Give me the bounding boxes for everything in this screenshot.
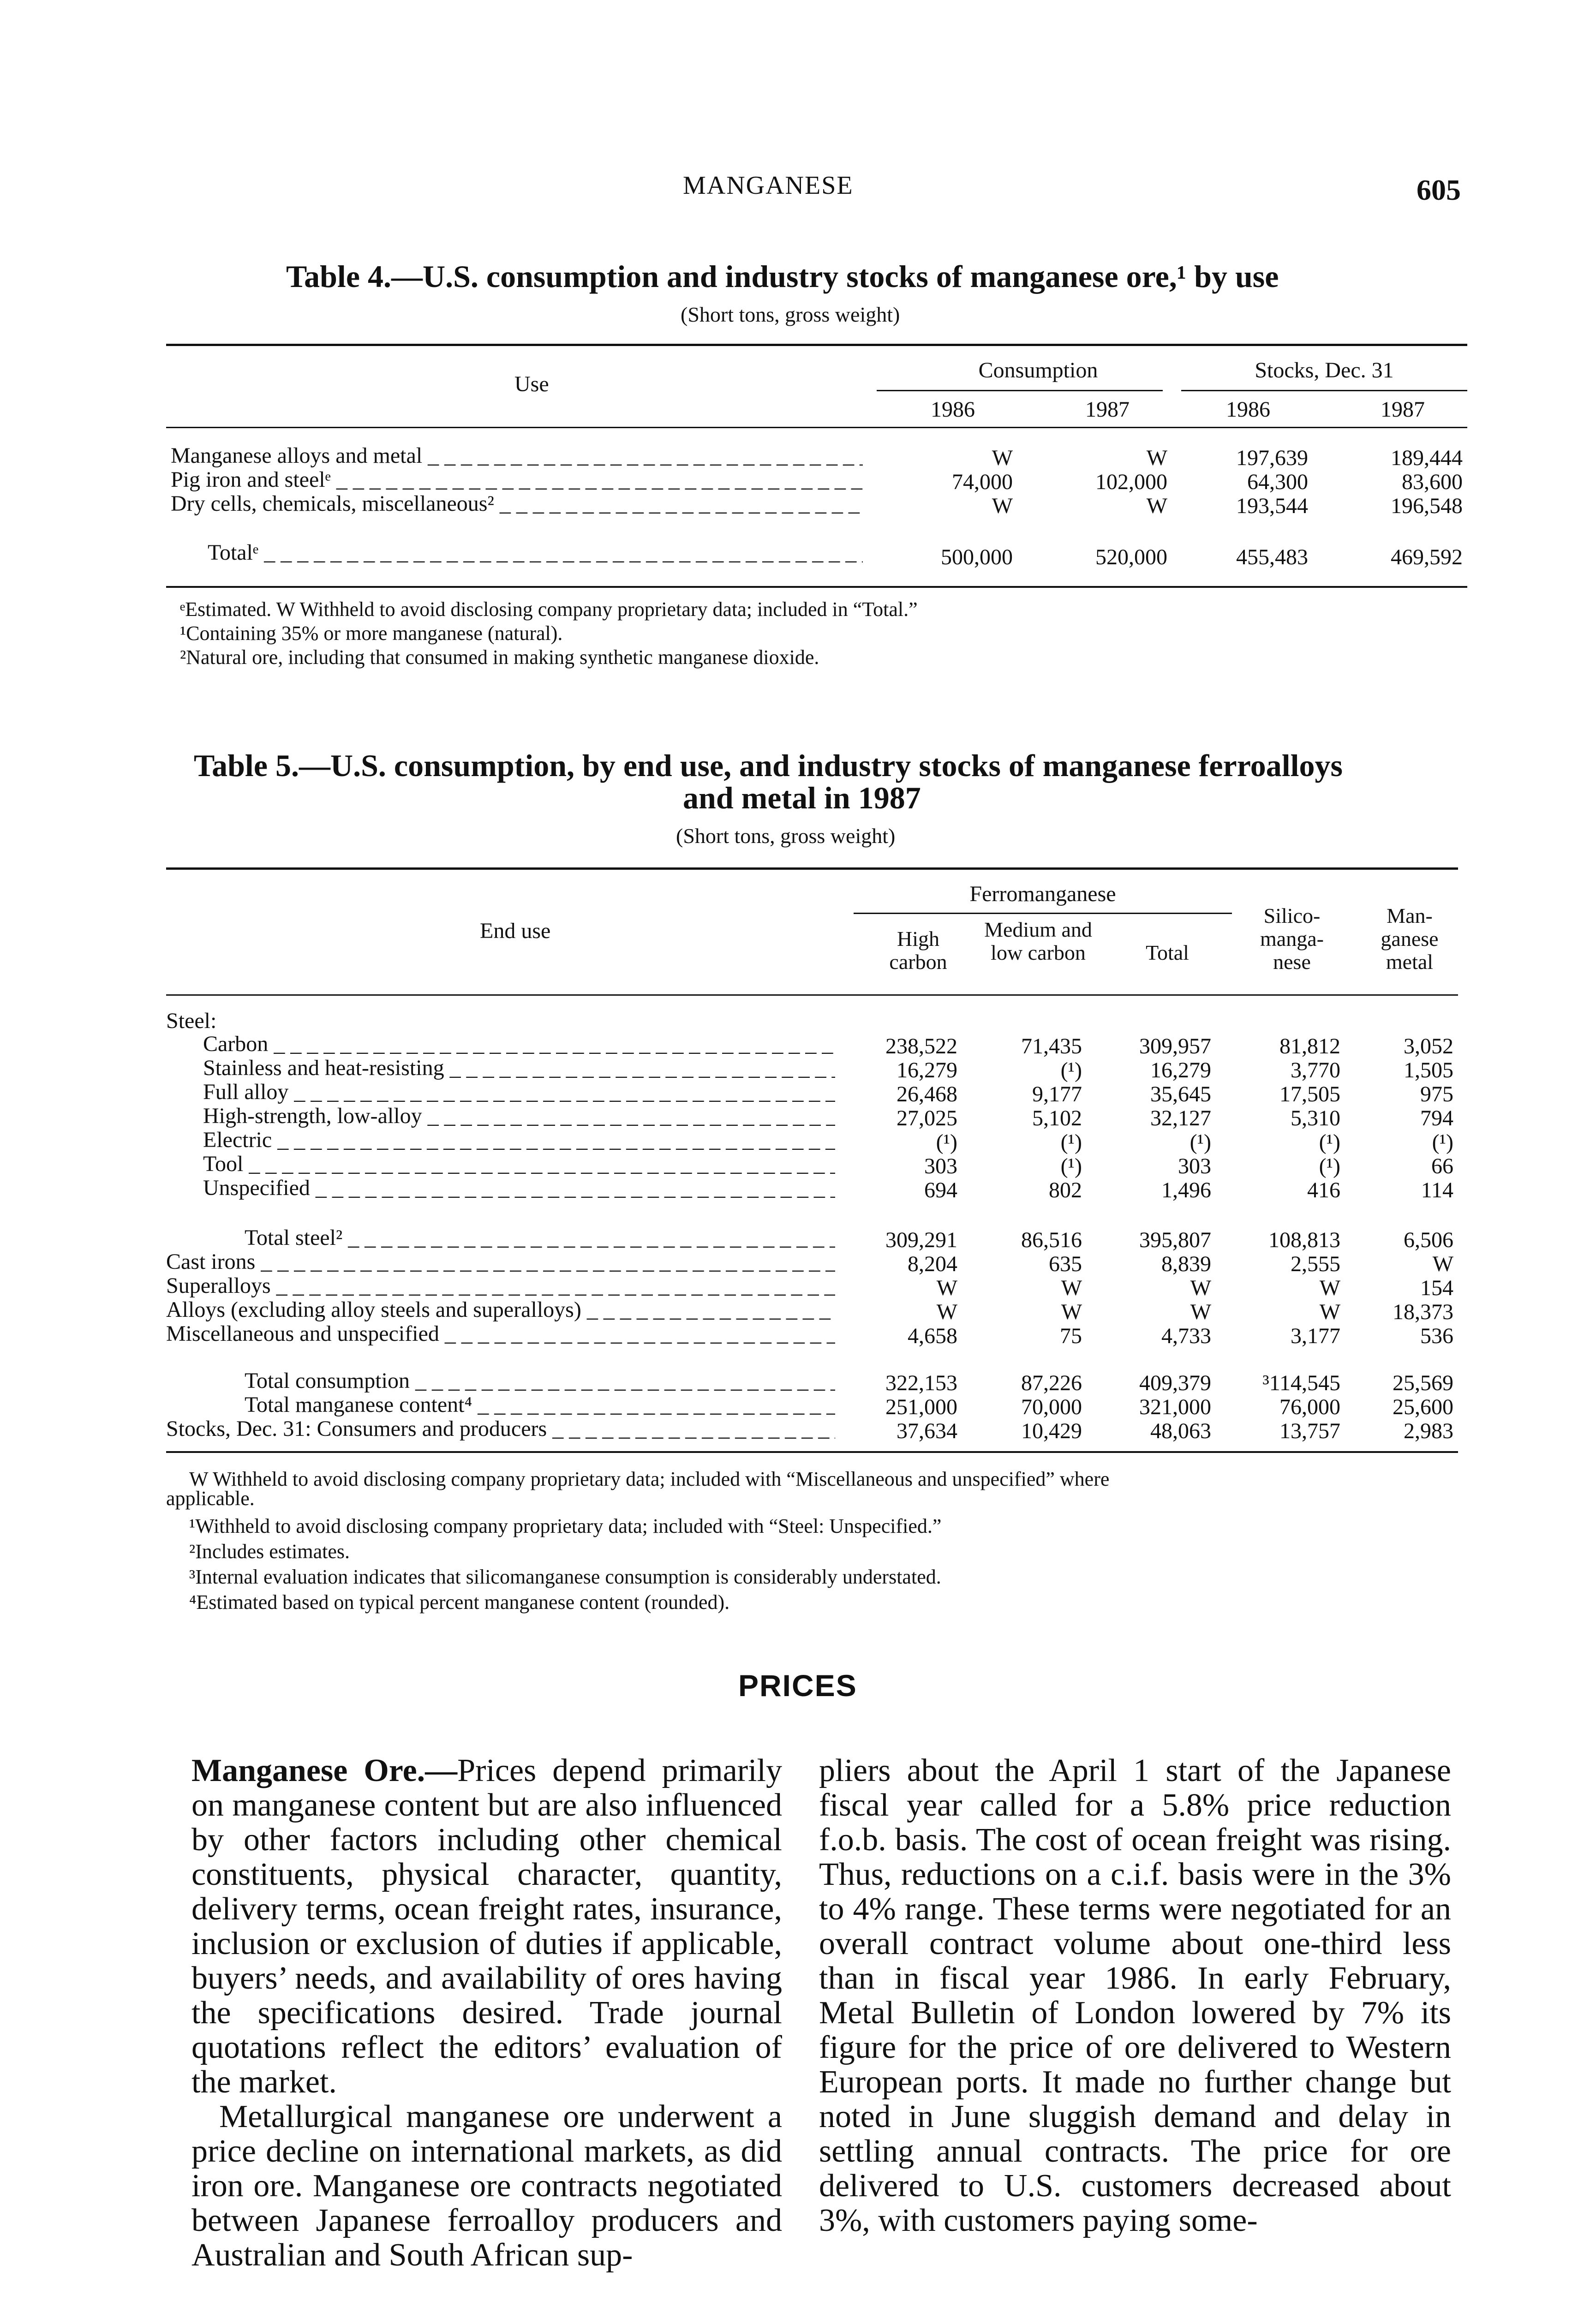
cell: 102,000 bbox=[1095, 470, 1167, 494]
table5-col-silico: Silico- manga- nese bbox=[1260, 904, 1324, 974]
page-number: 605 bbox=[1417, 173, 1461, 206]
cell: 5,310 bbox=[1291, 1106, 1340, 1130]
table5-group-ferromanganese: Ferromanganese bbox=[969, 882, 1116, 906]
table4-note: ¹Containing 35% or more manganese (natural). bbox=[180, 622, 563, 645]
cell: 6,506 bbox=[1404, 1228, 1453, 1252]
table5-top-rule bbox=[166, 867, 1458, 870]
row-label: Stocks, Dec. 31: Consumers and producers _ _ _ bbox=[166, 1416, 835, 1441]
prices-column-left bbox=[191, 1753, 782, 2272]
cell: 74,000 bbox=[952, 470, 1013, 494]
cell: W bbox=[1432, 1252, 1453, 1276]
paragraph: pliers about the April 1 start of the Japanese fiscal year called for a 5.8% price reduction f.o.b. basis. The cost of ocean freight was rising. Thus, reductions on a c.i.f. basis were in the 3% to 4% range. These terms were negotiated for an overall contract volume about one-third less than in fiscal year 1986. In early February, Metal Bulletin of London lowered by 7% its figure for the price of ore delivered to Western European ports. It made no further change but noted in June sluggish demand and delay in settling annual contracts. The price for ore delivered to U.S. customers decreased about 3%, with customers paying some- bbox=[819, 1753, 1451, 2238]
table4-note: ²Natural ore, including that consumed in making synthetic manganese dioxide. bbox=[180, 646, 819, 669]
row-label: Total manganese content⁴ _ _ _ bbox=[245, 1392, 835, 1417]
cell: 16,279 bbox=[1150, 1058, 1211, 1082]
cell: 4,658 bbox=[908, 1324, 957, 1348]
cell: 83,600 bbox=[1402, 470, 1463, 494]
cell: 66 bbox=[1431, 1154, 1453, 1178]
table4-group-stocks: Stocks, Dec. 31 bbox=[1255, 358, 1394, 383]
cell: 87,226 bbox=[1021, 1371, 1082, 1395]
table4-header-rule bbox=[166, 427, 1467, 428]
cell: 9,177 bbox=[1032, 1082, 1082, 1106]
cell: 1,496 bbox=[1161, 1178, 1211, 1202]
cell: (¹) bbox=[1060, 1058, 1082, 1082]
cell: 469,592 bbox=[1391, 545, 1463, 569]
cell: (¹) bbox=[1190, 1130, 1211, 1154]
cell: 17,505 bbox=[1279, 1082, 1340, 1106]
cell: 395,807 bbox=[1139, 1228, 1211, 1252]
cell: (¹) bbox=[936, 1130, 957, 1154]
cell: 2,983 bbox=[1404, 1419, 1453, 1443]
cell: 26,468 bbox=[897, 1082, 957, 1106]
row-label: Tool _ _ _ bbox=[203, 1151, 835, 1177]
cell: (¹) bbox=[1432, 1130, 1453, 1154]
table5-col-medium-low: Medium and low carbon bbox=[984, 918, 1092, 964]
cell: W bbox=[1319, 1300, 1340, 1324]
row-label: Total consumption _ _ _ bbox=[245, 1368, 835, 1393]
cell: 16,279 bbox=[897, 1058, 957, 1082]
cell: 238,522 bbox=[885, 1034, 957, 1058]
table5-col-end-use: End use bbox=[480, 919, 551, 943]
cell: 75 bbox=[1060, 1324, 1082, 1348]
paragraph bbox=[191, 1753, 782, 2099]
row-label: Stainless and heat-resisting _ _ _ bbox=[203, 1055, 835, 1081]
row-label: Carbon _ _ _ bbox=[203, 1031, 835, 1057]
cell: 3,177 bbox=[1291, 1324, 1340, 1348]
cell: 35,645 bbox=[1150, 1082, 1211, 1106]
cell: 321,000 bbox=[1139, 1395, 1211, 1419]
table5-ferro-rule bbox=[854, 913, 1232, 914]
cell: ³114,545 bbox=[1262, 1371, 1340, 1395]
table4-group-consumption: Consumption bbox=[978, 358, 1098, 383]
cell: W bbox=[1061, 1276, 1082, 1300]
table4-year: 1987 bbox=[1381, 397, 1425, 422]
table5-note: ²Includes estimates. bbox=[189, 1540, 350, 1563]
row-label: Full alloy _ _ _ bbox=[203, 1079, 835, 1105]
cell: 3,052 bbox=[1404, 1034, 1453, 1058]
cell: 64,300 bbox=[1247, 470, 1308, 494]
cell: (¹) bbox=[1060, 1130, 1082, 1154]
cell: 13,757 bbox=[1279, 1419, 1340, 1443]
table5-steel-heading: Steel: bbox=[166, 1009, 217, 1033]
cell: 309,291 bbox=[885, 1228, 957, 1252]
row-label: Totalᵉ _ _ _ bbox=[208, 540, 863, 565]
row-label: Alloys (excluding alloy steels and superalloys) _ _ _ bbox=[166, 1297, 835, 1322]
cell: 802 bbox=[1049, 1178, 1082, 1202]
cell: W bbox=[936, 1300, 957, 1324]
table4-subtitle: (Short tons, gross weight) bbox=[681, 303, 900, 326]
cell: (¹) bbox=[1319, 1154, 1340, 1178]
row-label: Superalloys _ _ _ bbox=[166, 1273, 835, 1298]
table4-consumption-rule bbox=[877, 390, 1163, 391]
cell: 794 bbox=[1420, 1106, 1453, 1130]
cell: 193,544 bbox=[1236, 494, 1308, 518]
cell: 8,204 bbox=[908, 1252, 957, 1276]
cell: W bbox=[1146, 494, 1167, 518]
table4-year: 1987 bbox=[1085, 397, 1130, 422]
table4-note: ᵉEstimated. W Withheld to avoid disclosing company proprietary data; included in “Total.” bbox=[180, 598, 918, 621]
table5-header-rule bbox=[166, 994, 1458, 996]
table4-col-use: Use bbox=[514, 372, 549, 396]
cell: 196,548 bbox=[1391, 494, 1463, 518]
cell: 975 bbox=[1420, 1082, 1453, 1106]
cell: 4,733 bbox=[1161, 1324, 1211, 1348]
prices-column-right bbox=[819, 1753, 1451, 2238]
paragraph-text: Prices depend primarily on manganese content but are also influenced by other factors including other chemical constituents, physical character, quantity, delivery terms, ocean freight rates, insurance, inclusion or exclusion of duties if applicable, buyers’ needs, and availability of ores having the specifications desired. Trade journal quotations reflect the editors’ evaluation of the market. bbox=[191, 1753, 782, 2100]
table4-bottom-rule bbox=[166, 586, 1467, 588]
running-title: MANGANESE bbox=[683, 171, 854, 200]
cell: W bbox=[1061, 1300, 1082, 1324]
cell: 536 bbox=[1420, 1324, 1453, 1348]
row-label: Manganese alloys and metal _ _ _ bbox=[171, 443, 863, 468]
cell: 500,000 bbox=[941, 545, 1013, 569]
cell: 25,569 bbox=[1393, 1371, 1453, 1395]
row-label: Unspecified _ _ _ bbox=[203, 1175, 835, 1201]
table4-year: 1986 bbox=[931, 397, 975, 422]
cell: 32,127 bbox=[1150, 1106, 1211, 1130]
cell: 154 bbox=[1420, 1276, 1453, 1300]
cell: 37,634 bbox=[897, 1419, 957, 1443]
table4-year: 1986 bbox=[1226, 397, 1270, 422]
table5-col-high-carbon: High carbon bbox=[889, 927, 947, 974]
cell: 635 bbox=[1049, 1252, 1082, 1276]
table5-note: W Withheld to avoid disclosing company proprietary data; included with “Miscellaneous and unspecified” where bbox=[189, 1468, 1110, 1490]
section-heading-prices: PRICES bbox=[738, 1668, 857, 1703]
cell: (¹) bbox=[1060, 1154, 1082, 1178]
table5-col-total: Total bbox=[1146, 941, 1189, 964]
table5-title-line2: and metal in 1987 bbox=[683, 780, 921, 815]
cell: 309,957 bbox=[1139, 1034, 1211, 1058]
cell: 81,812 bbox=[1279, 1034, 1340, 1058]
cell: 520,000 bbox=[1095, 545, 1167, 569]
cell: 303 bbox=[924, 1154, 957, 1178]
cell: 76,000 bbox=[1279, 1395, 1340, 1419]
cell: 2,555 bbox=[1291, 1252, 1340, 1276]
row-label: Electric _ _ _ bbox=[203, 1127, 835, 1153]
cell: 108,813 bbox=[1268, 1228, 1340, 1252]
row-label: Cast irons _ _ _ bbox=[166, 1249, 835, 1274]
cell: W bbox=[992, 446, 1013, 470]
cell: W bbox=[1319, 1276, 1340, 1300]
table5-note: ³Internal evaluation indicates that silicomanganese consumption is considerably understated. bbox=[189, 1566, 941, 1588]
row-label: Pig iron and steelᵉ _ _ _ bbox=[171, 467, 863, 492]
cell: 1,505 bbox=[1404, 1058, 1453, 1082]
table5-subtitle: (Short tons, gross weight) bbox=[676, 824, 896, 848]
cell: 189,444 bbox=[1391, 446, 1463, 470]
cell: 71,435 bbox=[1021, 1034, 1082, 1058]
cell: 303 bbox=[1178, 1154, 1211, 1178]
cell: 409,379 bbox=[1139, 1371, 1211, 1395]
row-label: Total steel² _ _ _ bbox=[245, 1225, 835, 1250]
cell: 694 bbox=[924, 1178, 957, 1202]
cell: (¹) bbox=[1319, 1130, 1340, 1154]
cell: W bbox=[992, 494, 1013, 518]
row-label: High-strength, low-alloy _ _ _ bbox=[203, 1103, 835, 1129]
cell: 27,025 bbox=[897, 1106, 957, 1130]
table5-note: ⁴Estimated based on typical percent manganese content (rounded). bbox=[189, 1591, 730, 1614]
paragraph: Metallurgical manganese ore underwent a price decline on international markets, as did iron ore. Manganese ore contracts negotiated between Japanese ferroalloy producers and Australian and South African sup- bbox=[191, 2099, 782, 2273]
cell: W bbox=[936, 1276, 957, 1300]
table4-top-rule bbox=[166, 344, 1467, 346]
cell: 86,516 bbox=[1021, 1228, 1082, 1252]
table5-title: Table 5.—U.S. consumption, by end use, and industry stocks of manganese ferroalloys bbox=[194, 748, 1343, 783]
table4-stocks-rule bbox=[1181, 390, 1467, 391]
table5-col-metal: Man- ganese metal bbox=[1381, 904, 1439, 974]
cell: 8,839 bbox=[1161, 1252, 1211, 1276]
cell: 322,153 bbox=[885, 1371, 957, 1395]
cell: W bbox=[1190, 1300, 1211, 1324]
table5-bottom-rule bbox=[166, 1451, 1458, 1453]
cell: W bbox=[1190, 1276, 1211, 1300]
table5-note: applicable. bbox=[166, 1487, 255, 1510]
table4-title: Table 4.—U.S. consumption and industry stocks of manganese ore,¹ by use bbox=[286, 259, 1279, 294]
cell: 5,102 bbox=[1032, 1106, 1082, 1130]
cell: 3,770 bbox=[1291, 1058, 1340, 1082]
cell: W bbox=[1146, 446, 1167, 470]
cell: 197,639 bbox=[1236, 446, 1308, 470]
cell: 416 bbox=[1307, 1178, 1340, 1202]
cell: 251,000 bbox=[885, 1395, 957, 1419]
cell: 25,600 bbox=[1393, 1395, 1453, 1419]
cell: 70,000 bbox=[1021, 1395, 1082, 1419]
cell: 455,483 bbox=[1236, 545, 1308, 569]
row-label: Dry cells, chemicals, miscellaneous² _ _ _ bbox=[171, 491, 863, 516]
table5-note: ¹Withheld to avoid disclosing company proprietary data; included with “Steel: Unspecified.” bbox=[189, 1515, 942, 1537]
cell: 10,429 bbox=[1021, 1419, 1082, 1443]
run-in-heading: Manganese Ore.— bbox=[191, 1753, 458, 1788]
cell: 114 bbox=[1421, 1178, 1453, 1202]
cell: 48,063 bbox=[1150, 1419, 1211, 1443]
cell: 18,373 bbox=[1393, 1300, 1453, 1324]
row-label: Miscellaneous and unspecified _ _ _ bbox=[166, 1321, 835, 1346]
